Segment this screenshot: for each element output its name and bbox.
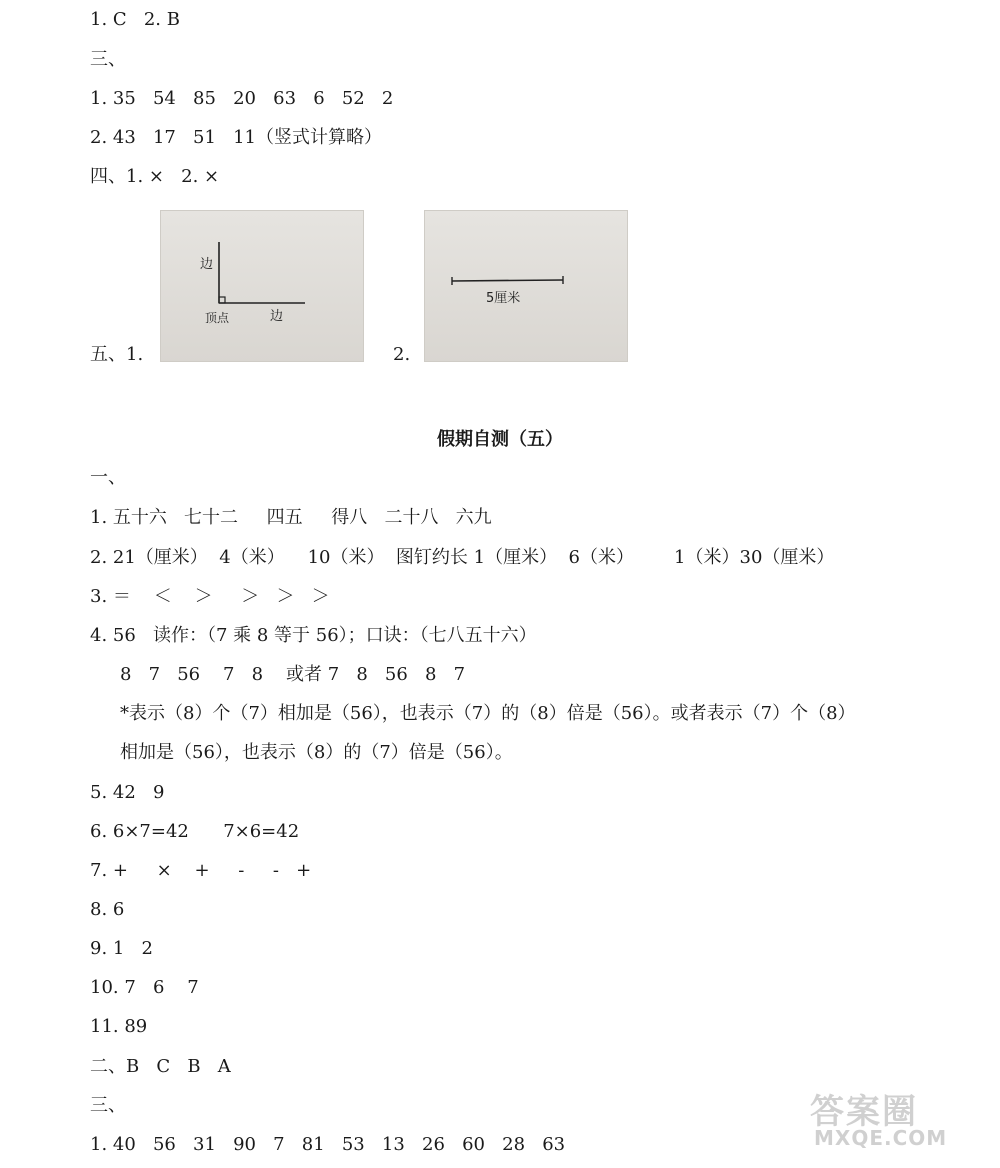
answer-1-3: 3. ＝ ＜ ＞ ＞ ＞ ＞ [90, 586, 330, 607]
answer-1-1: 1. 五十六 七十二 四五 得八 二十八 六九 [90, 507, 492, 528]
page-title: 假期自测（五） [437, 429, 563, 450]
answer-2: 二、B C B A [90, 1056, 231, 1077]
answer-1-10: 10. 7 6 7 [90, 977, 199, 998]
section-heading-3: 三、 [90, 49, 126, 70]
vertex-label: 顶点 [205, 311, 230, 325]
answer-1-8: 8. 6 [90, 899, 125, 920]
answer-1-7: 7. + × + - - + [90, 860, 312, 881]
answer-1-11: 11. 89 [90, 1016, 148, 1037]
right-angle-drawing [160, 210, 364, 362]
watermark-logo [810, 1084, 990, 1154]
watermark-text: 答案圈 [810, 1092, 918, 1132]
answer-line-3-1: 1. 35 54 85 20 63 6 52 2 [90, 88, 394, 109]
answer-1-4-numbers: 8 7 56 7 8 或者 7 8 56 8 7 [120, 664, 466, 685]
right-angle-mark [219, 297, 225, 303]
section-heading-3b: 三、 [90, 1095, 126, 1116]
answer-1-4-explain-a: *表示（8）个（7）相加是（56），也表示（7）的（8）倍是（56）。或者表示（7）个（8） [120, 703, 856, 724]
right-angle-photo [160, 210, 364, 362]
answer-line-3-2: 2. 43 17 51 11（竖式计算略） [90, 127, 383, 148]
segment-photo [424, 210, 628, 362]
answer-1-9: 9. 1 2 [90, 938, 153, 959]
section-5-label-2: 2. [393, 344, 411, 365]
section-heading-1: 一、 [90, 467, 126, 488]
edge-label-top: 边 [200, 257, 214, 272]
answer-1-4-explain-b: 相加是（56），也表示（8）的（7）倍是（56）。 [120, 742, 513, 763]
segment-drawing [424, 210, 628, 362]
answer-1-6: 6. 6×7=42 7×6=42 [90, 821, 300, 842]
segment-line [452, 280, 563, 281]
edge-label-right: 边 [270, 309, 284, 324]
answer-1-5: 5. 42 9 [90, 782, 165, 803]
watermark-domain: MXQE.COM [814, 1126, 948, 1150]
answer-3-1b: 1. 40 56 31 90 7 81 53 13 26 60 28 63 [90, 1134, 566, 1155]
answer-1-2: 2. 21（厘米） 4（米） 10（米） 图钉约长 1（厘米） 6（米） 1（米）30（厘米） [90, 547, 835, 568]
answer-1-4: 4. 56 读作：（7 乘 8 等于 56）；口诀：（七八五十六） [90, 625, 537, 646]
segment-length-label: 5厘米 [486, 291, 521, 306]
section-5-label-1: 五、1. [90, 344, 144, 365]
answer-line-1: 1. C 2. B [90, 9, 180, 30]
answer-line-4: 四、1. × 2. × [90, 166, 220, 187]
